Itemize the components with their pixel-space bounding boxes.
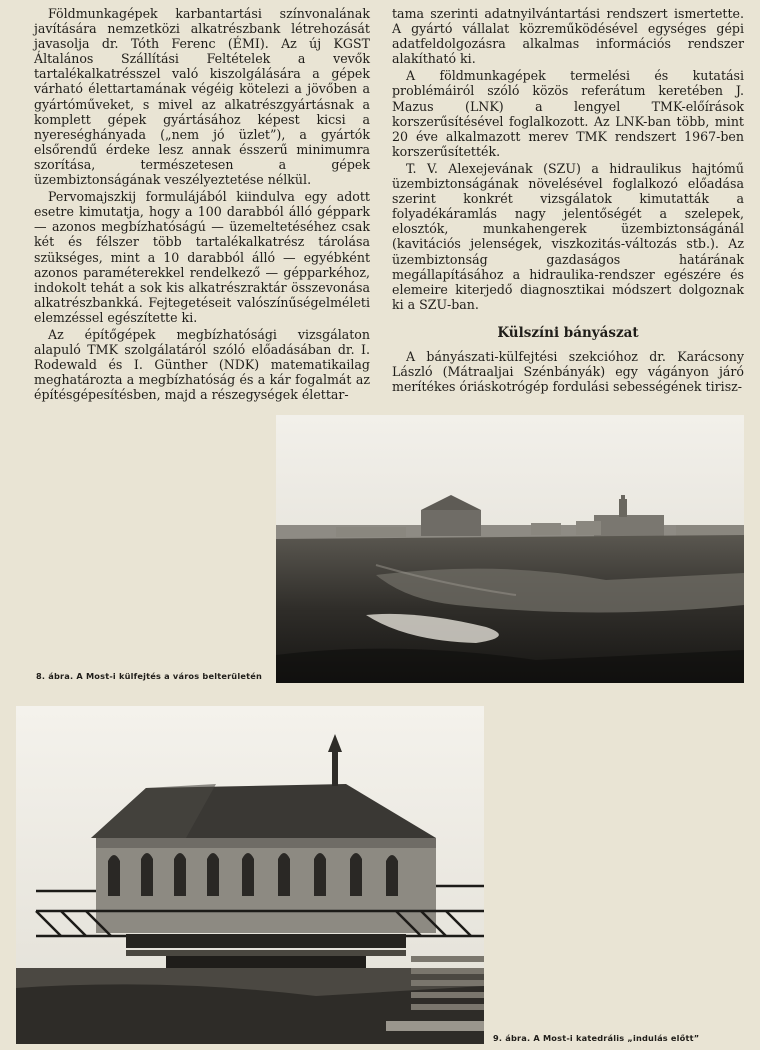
paragraph-alkatreszbank: Földmunkagépek karbantartási színvonalának javítására nemzetközi alkatrészbank létrehozását javasolja dr. Tóth Ferenc (ÉMI). Az új KGST Általános Szállítási Feltételek a vevők tartalékalkatrésszel való kiszolgálására a gépek várható élettartamának végéig kötelezi a jövőben a gyártóműveket, s mivel az alkatrészgyártásnak a komplett gépek gyártásához képest kicsi a nyereséghányada („nem jó üzlet”), a gyártók elsőrendű érdeke lesz annak ésszerű minimumra szorítása, természetesen a gépek üzembiztonságának veszélyeztetése nélkül.: [34, 6, 370, 188]
paragraph-rodewald: Az építőgépek megbízhatósági vizsgálaton alapuló TMK szolgálatáról szóló előadásában dr. I. Rodewald és I. Günther (NDK) matematikailag meghatározta a megbízhatóság és a kár fogalmát az építésgépesítésben, majd a részegységek élettar-: [34, 326, 370, 403]
cathedral-illustration: [16, 706, 484, 1044]
left-text-column: [34, 6, 370, 402]
figure-8-caption: 8. ábra. A Most-i külfejtés a város belterületén: [36, 671, 262, 681]
paragraph-mazus: A földmunkagépek termelési és kutatási problémáiról szóló közös referátum keretében J. Mazus (LNK) a lengyel TMK-előírások korszerűsítésével foglalkozott. Az LNK-ban több, mint 20 éve alkalmazott merev TMK rendszert 1967-ben korszerűsítették.: [392, 68, 744, 159]
figure-9-photo-cathedral: [16, 706, 484, 1044]
right-text-column: [392, 6, 744, 394]
open-pit-mine-illustration: [276, 415, 744, 683]
paragraph-pervomajszkij: Pervomajszkij formulájából kiindulva egy adott esetre kimutatja, hogy a 100 darabból álló géppark — azonos megbízhatóságú — üzemeltetéséhez csak két és félszer több tartalékalkatrész tárolása szükséges, mint a 10 darabból álló — egyébként azonos paraméterekkel rendelkező — gépparkéhoz, indokolt tehát a sok kis alkatrészraktár összevonása alkatrészbankká. Fejtegetéseit valószínűségelméleti elemzéssel egészítette ki.: [34, 189, 370, 325]
section-heading-kulszini-banyaszat: Külszíni bányászat: [497, 324, 639, 341]
paragraph-karacsony: A bányászati-külfejtési szekcióhoz dr. Karácsony László (Mátraaljai Szénbányák) egy vágányon járó merítékes óriáskotrógép fordulási sebességének tirisz-: [392, 348, 744, 395]
paragraph-adatnyilvantartas: tama szerinti adatnyilvántartási rendszert ismertette. A gyártó vállalat közreműködésével egységes gépi adatfeldolgozásra alkalmas információs rendszer alakítható ki.: [392, 6, 744, 67]
figure-9-caption: 9. ábra. A Most-i katedrális „indulás előtt”: [493, 1033, 700, 1043]
figure-8-photo-open-pit-mine: [276, 415, 744, 683]
paragraph-alexejeva: T. V. Alexejevának (SZU) a hidraulikus hajtómű üzembiztonságának növelésével foglalkozó előadása szerint konkrét vizsgálatok kimutatták a folyadékáramlás nagy jelentőségét a szelepek, elosztók, munkahengerek üzembiztonságánál (kavitációs jelenségek, viszkozitás-változás stb.). Az üzembiztonság gazdaságos határának megállapításához a hidraulika-rendszer egészére és elemeire kiterjedő diagnosztikai módszert dolgoznak ki a SZU-ban.: [392, 160, 744, 312]
